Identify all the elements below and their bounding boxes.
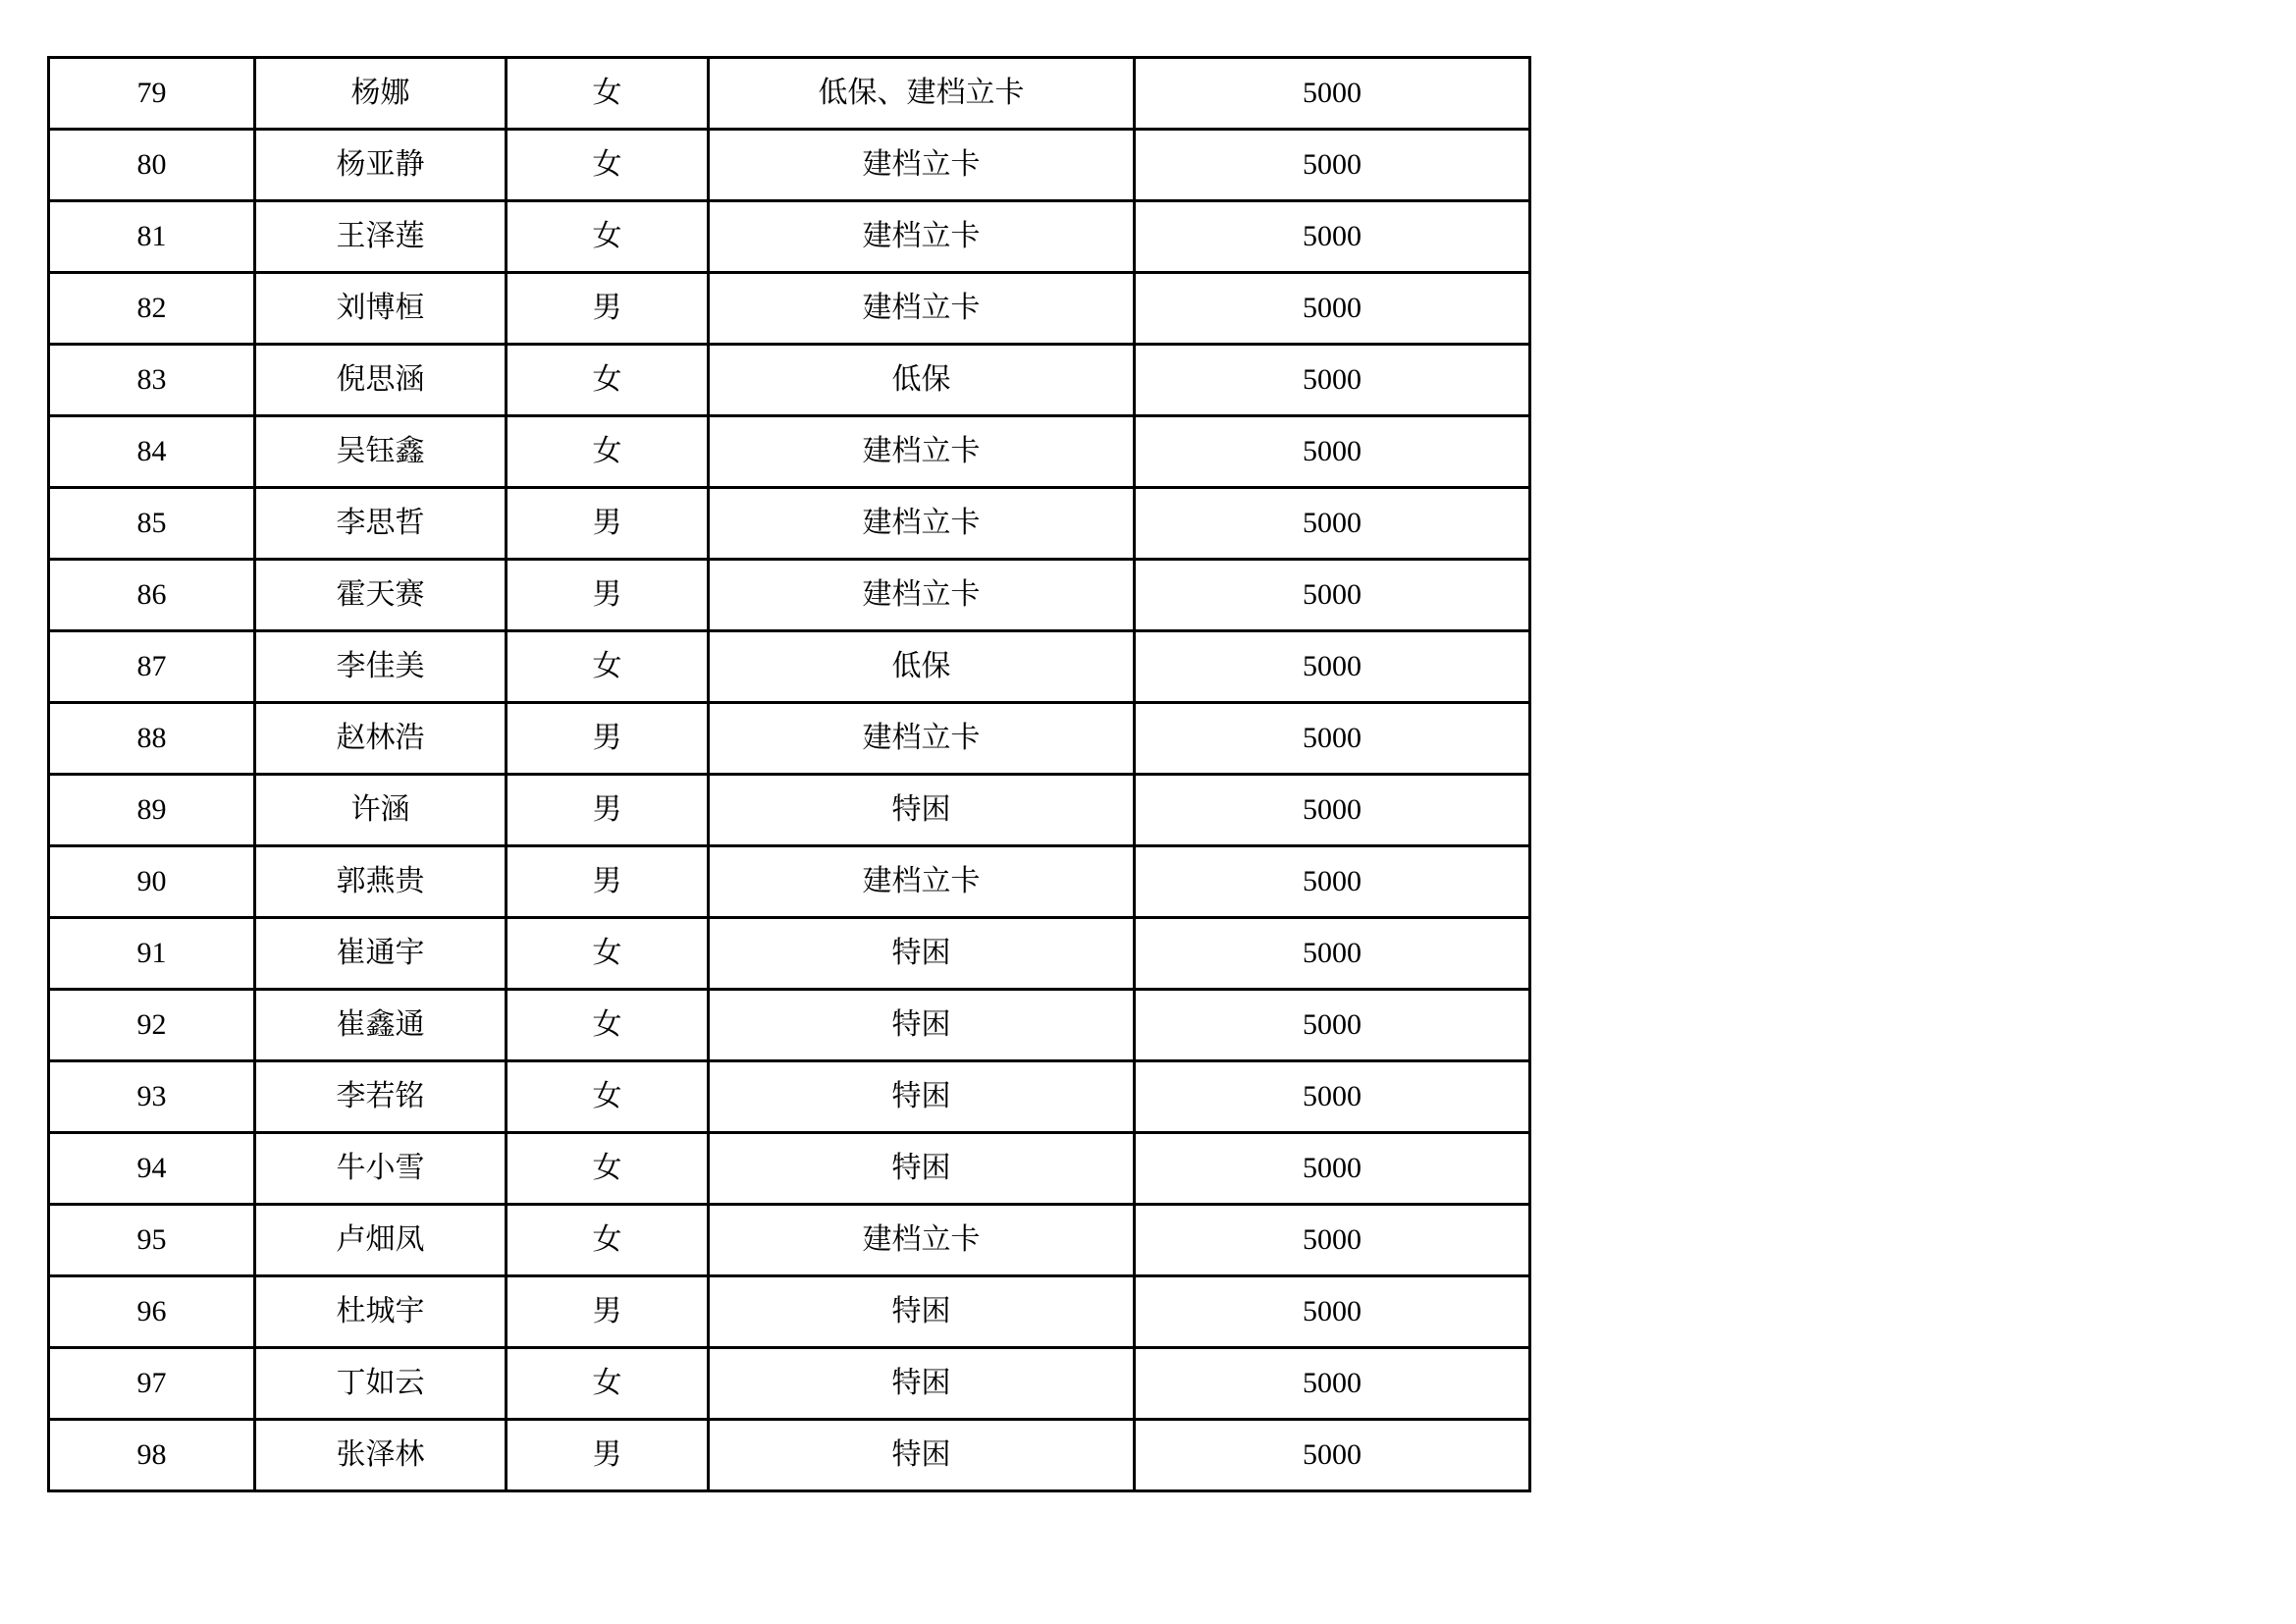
cell-category: 低保 xyxy=(709,345,1135,416)
cell-amount: 5000 xyxy=(1135,1205,1530,1276)
cell-serial-number: 81 xyxy=(49,201,255,273)
cell-serial-number: 95 xyxy=(49,1205,255,1276)
cell-gender: 男 xyxy=(507,1276,709,1348)
cell-category: 低保 xyxy=(709,631,1135,703)
table-row xyxy=(49,1276,1530,1348)
cell-serial-number: 80 xyxy=(49,130,255,201)
cell-name: 李佳美 xyxy=(255,631,507,703)
cell-serial-number: 90 xyxy=(49,846,255,918)
table-row xyxy=(49,1205,1530,1276)
cell-name: 郭燕贵 xyxy=(255,846,507,918)
cell-gender: 男 xyxy=(507,1420,709,1491)
cell-category: 低保、建档立卡 xyxy=(709,58,1135,130)
cell-name: 卢畑凤 xyxy=(255,1205,507,1276)
cell-amount: 5000 xyxy=(1135,273,1530,345)
cell-amount: 5000 xyxy=(1135,846,1530,918)
table-row xyxy=(49,631,1530,703)
cell-amount: 5000 xyxy=(1135,1348,1530,1420)
cell-serial-number: 82 xyxy=(49,273,255,345)
cell-category: 建档立卡 xyxy=(709,560,1135,631)
cell-serial-number: 98 xyxy=(49,1420,255,1491)
cell-gender: 女 xyxy=(507,345,709,416)
cell-gender: 男 xyxy=(507,488,709,560)
cell-serial-number: 86 xyxy=(49,560,255,631)
table-row xyxy=(49,488,1530,560)
cell-gender: 女 xyxy=(507,1205,709,1276)
cell-name: 许涵 xyxy=(255,775,507,846)
cell-gender: 女 xyxy=(507,1061,709,1133)
cell-amount: 5000 xyxy=(1135,1061,1530,1133)
cell-serial-number: 89 xyxy=(49,775,255,846)
cell-category: 建档立卡 xyxy=(709,703,1135,775)
table-row xyxy=(49,416,1530,488)
cell-gender: 男 xyxy=(507,775,709,846)
cell-gender: 女 xyxy=(507,918,709,990)
cell-name: 崔通宇 xyxy=(255,918,507,990)
cell-name: 丁如云 xyxy=(255,1348,507,1420)
cell-amount: 5000 xyxy=(1135,918,1530,990)
cell-category: 特困 xyxy=(709,775,1135,846)
cell-name: 王泽莲 xyxy=(255,201,507,273)
cell-serial-number: 94 xyxy=(49,1133,255,1205)
table-row xyxy=(49,1420,1530,1491)
cell-serial-number: 96 xyxy=(49,1276,255,1348)
cell-name: 张泽林 xyxy=(255,1420,507,1491)
cell-name: 李若铭 xyxy=(255,1061,507,1133)
cell-category: 建档立卡 xyxy=(709,201,1135,273)
table-row xyxy=(49,560,1530,631)
cell-serial-number: 79 xyxy=(49,58,255,130)
cell-name: 牛小雪 xyxy=(255,1133,507,1205)
table-row xyxy=(49,846,1530,918)
cell-gender: 女 xyxy=(507,201,709,273)
cell-name: 赵林浩 xyxy=(255,703,507,775)
table-row xyxy=(49,918,1530,990)
cell-serial-number: 93 xyxy=(49,1061,255,1133)
cell-gender: 男 xyxy=(507,846,709,918)
cell-gender: 男 xyxy=(507,703,709,775)
cell-serial-number: 87 xyxy=(49,631,255,703)
cell-amount: 5000 xyxy=(1135,58,1530,130)
cell-gender: 女 xyxy=(507,130,709,201)
table-row xyxy=(49,1348,1530,1420)
cell-amount: 5000 xyxy=(1135,488,1530,560)
cell-name: 吴钰鑫 xyxy=(255,416,507,488)
table-row xyxy=(49,201,1530,273)
cell-amount: 5000 xyxy=(1135,990,1530,1061)
cell-amount: 5000 xyxy=(1135,631,1530,703)
cell-amount: 5000 xyxy=(1135,560,1530,631)
cell-category: 特困 xyxy=(709,1420,1135,1491)
cell-amount: 5000 xyxy=(1135,345,1530,416)
cell-category: 特困 xyxy=(709,990,1135,1061)
table-row xyxy=(49,345,1530,416)
cell-name: 刘博桓 xyxy=(255,273,507,345)
cell-name: 杨亚静 xyxy=(255,130,507,201)
cell-amount: 5000 xyxy=(1135,201,1530,273)
cell-serial-number: 92 xyxy=(49,990,255,1061)
cell-amount: 5000 xyxy=(1135,1276,1530,1348)
cell-gender: 男 xyxy=(507,273,709,345)
roster-table xyxy=(47,56,1531,1492)
cell-gender: 女 xyxy=(507,58,709,130)
cell-gender: 男 xyxy=(507,560,709,631)
cell-category: 建档立卡 xyxy=(709,273,1135,345)
document-page xyxy=(47,56,1531,1492)
cell-category: 建档立卡 xyxy=(709,416,1135,488)
table-row xyxy=(49,273,1530,345)
cell-amount: 5000 xyxy=(1135,775,1530,846)
cell-serial-number: 84 xyxy=(49,416,255,488)
cell-category: 建档立卡 xyxy=(709,1205,1135,1276)
cell-name: 霍天赛 xyxy=(255,560,507,631)
cell-amount: 5000 xyxy=(1135,1420,1530,1491)
table-row xyxy=(49,58,1530,130)
cell-gender: 女 xyxy=(507,631,709,703)
cell-name: 李思哲 xyxy=(255,488,507,560)
table-row xyxy=(49,130,1530,201)
cell-name: 崔鑫通 xyxy=(255,990,507,1061)
cell-amount: 5000 xyxy=(1135,1133,1530,1205)
cell-gender: 女 xyxy=(507,1133,709,1205)
roster-table-body xyxy=(49,58,1530,1491)
table-row xyxy=(49,775,1530,846)
cell-amount: 5000 xyxy=(1135,703,1530,775)
cell-category: 建档立卡 xyxy=(709,130,1135,201)
cell-category: 特困 xyxy=(709,1061,1135,1133)
cell-category: 特困 xyxy=(709,1276,1135,1348)
cell-serial-number: 85 xyxy=(49,488,255,560)
cell-serial-number: 97 xyxy=(49,1348,255,1420)
table-row xyxy=(49,1133,1530,1205)
cell-gender: 女 xyxy=(507,416,709,488)
cell-category: 特困 xyxy=(709,918,1135,990)
cell-serial-number: 88 xyxy=(49,703,255,775)
cell-category: 建档立卡 xyxy=(709,488,1135,560)
cell-category: 建档立卡 xyxy=(709,846,1135,918)
cell-name: 杜城宇 xyxy=(255,1276,507,1348)
table-row xyxy=(49,1061,1530,1133)
cell-gender: 女 xyxy=(507,1348,709,1420)
cell-serial-number: 91 xyxy=(49,918,255,990)
cell-category: 特困 xyxy=(709,1348,1135,1420)
cell-gender: 女 xyxy=(507,990,709,1061)
cell-amount: 5000 xyxy=(1135,130,1530,201)
cell-serial-number: 83 xyxy=(49,345,255,416)
table-row xyxy=(49,703,1530,775)
cell-category: 特困 xyxy=(709,1133,1135,1205)
table-row xyxy=(49,990,1530,1061)
cell-amount: 5000 xyxy=(1135,416,1530,488)
cell-name: 杨娜 xyxy=(255,58,507,130)
cell-name: 倪思涵 xyxy=(255,345,507,416)
